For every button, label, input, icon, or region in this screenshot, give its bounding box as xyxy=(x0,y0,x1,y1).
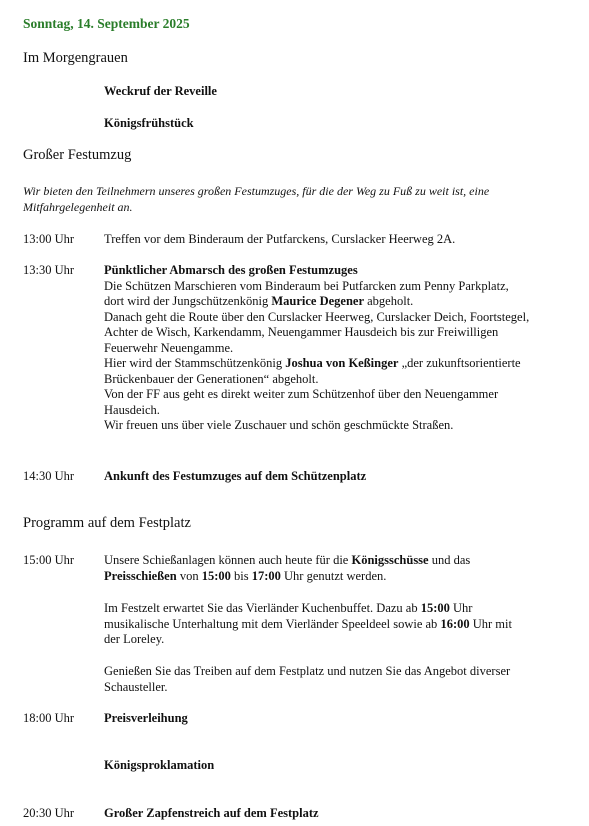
route-line-3: Danach geht die Route über den Curslacker Heerweg, Curslacker Deich, Foortstegel, xyxy=(104,309,530,324)
date-heading: Sonntag, 14. September 2025 xyxy=(23,16,190,31)
intro-line-2: Mitfahrgelegenheit an. xyxy=(23,199,133,214)
route-line-1: Die Schützen Marschieren vom Binderaum bei Putfarcken zum Penny Parkplatz, xyxy=(104,278,509,293)
intro-line-1: Wir bieten den Teilnehmern unseres großen Festumzuges, für die der Weg zu Fuß zu weit ist, eine xyxy=(23,184,490,198)
time-2030: 20:30 Uhr xyxy=(23,806,75,820)
cake-line-2: musikalische Unterhaltung mit dem Vierländer Speeldeel sowie ab 16:00 Uhr mit xyxy=(104,616,512,631)
event-reveille: Weckruf der Reveille xyxy=(104,84,217,98)
parade-departure-title: Pünktlicher Abmarsch des großen Festumzuges xyxy=(104,263,358,277)
shooting-line-1: Unsere Schießanlagen können auch heute für die Königsschüsse und das xyxy=(104,553,471,567)
time-1300: 13:00 Uhr xyxy=(23,232,75,246)
meeting-text: Treffen vor dem Binderaum der Putfarckens, Curslacker Heerweg 2A. xyxy=(104,232,456,246)
event-preisverleihung: Preisverleihung xyxy=(104,711,188,725)
event-koenigsfruehstueck: Königsfrühstück xyxy=(104,116,194,130)
time-1500: 15:00 Uhr xyxy=(23,553,75,567)
route-line-7: Brückenbauer der Generationen“ abgeholt. xyxy=(104,371,319,386)
fairground-block xyxy=(104,664,584,695)
route-line-8: Von der FF aus geht es direkt weiter zum Schützenhof über den Neuengammer xyxy=(104,387,499,401)
section-heading-program: Programm auf dem Festplatz xyxy=(23,515,191,531)
section-heading-morning: Im Morgengrauen xyxy=(23,50,128,66)
event-koenigsproklamation: Königsproklamation xyxy=(104,758,215,772)
parade-departure-block xyxy=(104,263,584,434)
jungschuetzenkoenig-name: Maurice Degener xyxy=(271,294,364,308)
cake-buffet-block xyxy=(104,601,584,648)
time-1800: 18:00 Uhr xyxy=(23,711,75,725)
route-line-6: Hier wird der Stammschützenkönig Joshua von Keßinger „der zukunftsorientierte xyxy=(104,356,521,370)
route-line-10: Wir freuen uns über viele Zuschauer und schön geschmückte Straßen. xyxy=(104,418,454,432)
time-1330: 13:30 Uhr xyxy=(23,263,75,277)
fair-line-2: Schausteller. xyxy=(104,679,168,694)
time-1430: 14:30 Uhr xyxy=(23,469,75,483)
route-line-5: Feuerwehr Neuengamme. xyxy=(104,340,234,355)
route-line-4: Achter de Wisch, Karkendamm, Neuengammer Hausdeich bis zur Freiwilligen xyxy=(104,325,499,339)
event-zapfenstreich: Großer Zapfenstreich auf dem Festplatz xyxy=(104,806,319,820)
route-line-9: Hausdeich. xyxy=(104,402,160,417)
fair-line-1: Genießen Sie das Treiben auf dem Festplatz und nutzen Sie das Angebot diverser xyxy=(104,664,511,678)
parade-intro xyxy=(23,184,578,215)
cake-line-3: der Loreley. xyxy=(104,632,165,646)
cake-line-1: Im Festzelt erwartet Sie das Vierländer Kuchenbuffet. Dazu ab 15:00 Uhr xyxy=(104,601,473,615)
section-heading-parade: Großer Festumzug xyxy=(23,147,132,163)
event-parade-arrival: Ankunft des Festumzuges auf dem Schützenplatz xyxy=(104,469,367,483)
stammschuetzenkoenig-name: Joshua von Keßinger xyxy=(285,356,399,370)
program-1500-block xyxy=(104,553,584,584)
route-line-2: dort wird der Jungschützenkönig Maurice Degener abgeholt. xyxy=(104,294,414,308)
shooting-line-2: Preisschießen von 15:00 bis 17:00 Uhr genutzt werden. xyxy=(104,568,387,583)
